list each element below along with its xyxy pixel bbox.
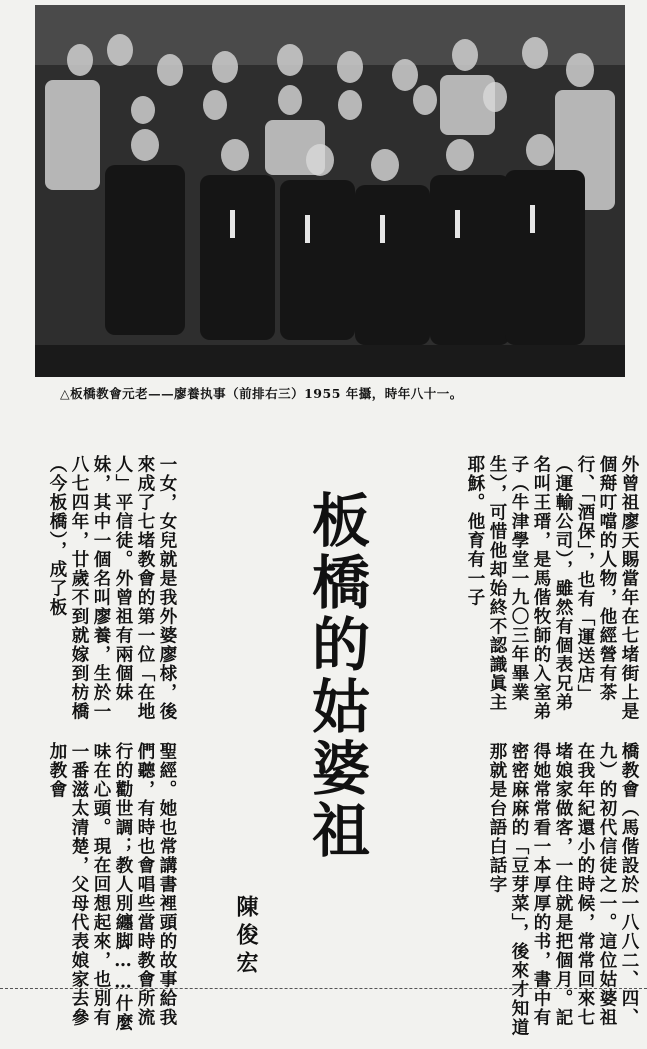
group-photo-figures [35, 5, 625, 377]
article-column-left-top: 一女，女兒就是我外婆廖梂，後來成了七堵教會的第一位「在地人」平信徒。外曾祖有兩個妹妹，其中一個名叫廖養，生於一八七四年，廿歲不到就嫁到枋橋（今板橋），成了板 [47, 455, 177, 721]
cut-line [0, 988, 647, 989]
article-column-left-bottom: 聖經。她也常講書裡頭的故事給我們聽，有時也會唱些當時教會所流行的勸世調；教人別纏脚……什麼味在心頭。現在回想起來，也別有一番滋太清楚，父母代表娘家去參加教會 [47, 742, 177, 1032]
article-title: 板橋的姑婆祖 [302, 490, 370, 862]
article-column-right-top: 外曾祖廖天賜當年在七堵街上是個搿叮噹的人物，他經營有茶行、「酒保」，也有「運送店」（運輸公司），雖然有個表兄弟名叫王瑨，是馬偕牧師的入室弟子（牛津學堂一九〇三年畢業生），可惜他却始終不認識眞主耶穌。他育有一子 [465, 455, 639, 721]
photo-caption: △板橋教會元老——廖養执事（前排右三）1955 年攝，時年八十一。 [60, 386, 463, 401]
article-column-right-bottom: 橋教會（馬偕設於一八八二、四、九）的初代信徒之一。這位姑婆祖在我年紀還小的時候，常常回來七堵娘家做客，一住就是把個月。記得她常常看一本厚厚的书，書中有密密麻麻的「豆芽菜」，後來才知道那就是台語白話字 [487, 742, 639, 1038]
article-author: 陳俊宏 [233, 895, 259, 979]
group-photo [35, 5, 625, 377]
